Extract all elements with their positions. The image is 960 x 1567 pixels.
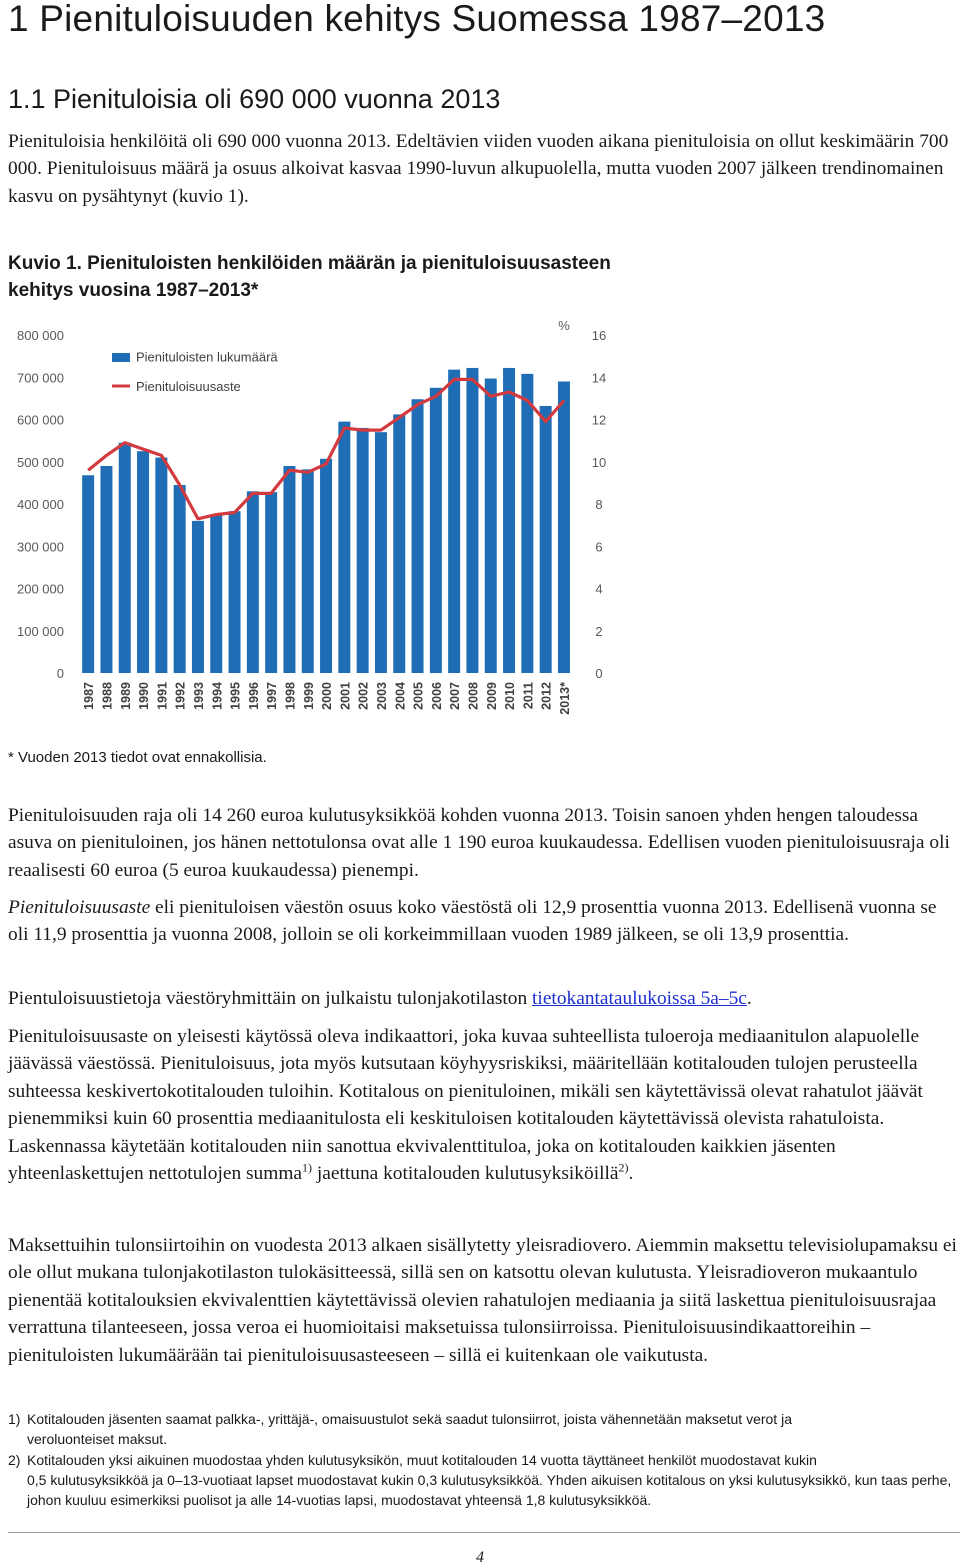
category-label: 2003 [374,682,389,710]
footnote-2 [8,1450,952,1510]
category-label: 2011 [521,682,536,710]
category-label: 1994 [210,682,225,710]
category-label: 1989 [118,682,133,710]
right-tick-label: 4 [595,581,603,597]
legend-line-label: Pienituloisuusaste [136,379,241,394]
right-tick-label: 12 [591,412,607,428]
category-label: 2004 [393,682,408,710]
footnote-ref-2: 2) [618,1160,629,1175]
right-tick-label: 6 [595,539,603,555]
bar [229,511,241,673]
paragraph-yle-tax: Maksettuihin tulonsiirtoihin on vuodesta 2013 alkaen sisällytetty yleisradiovero. Aiemmin maksettu televisiolupamaksu ei ole ollut mukana tulonjakotilaston tulokäsitteessä, sillä sen on katsottu olevan kulutusta. Yleisradioveron mukaantulo pienentää kotitalouksien ekvivalenttien käytettävissä olevien rahatulojen mediaania ja siitä laskettua pienituloisuusrajaa verrattuna tilanteeseen, jossa veroa ei huomioitaisi maksetuissa tulonsiirroissa. Pienituloisuusindikaattoreihin – pienituloisten lukumäärään tai pienituloisuusasteeseen – sillä ei kuitenkaan ole vaikutusta. [8,1235,957,1366]
bar [82,475,94,673]
term-rate: Pienituloisuusaste [8,897,151,918]
right-tick-label: 16 [591,328,607,343]
left-tick-label: 500 000 [17,454,64,470]
footnote-1 [8,1409,952,1449]
category-label: 1991 [155,682,170,710]
footnote-1-text: Kotitalouden jäsenten saamat palkka-, yrittäjä-, omaisuustulot sekä saadut tulonsiirrot, joista vähennetään maksetut verot ja [27,1411,792,1427]
paragraph-definition-text2: jaettuna kotitalouden kulutusyksiköillä [312,1163,619,1185]
left-axis-ticks [17,328,64,681]
figure-caption [8,250,611,304]
category-label: 2006 [429,682,444,710]
bar [155,458,167,673]
bar [466,368,478,673]
category-label: 1997 [265,682,280,710]
bar [503,368,515,673]
category-label: 1990 [137,682,152,710]
category-label: 1998 [283,682,298,710]
section-title: 1.1 Pienituloisia oli 690 000 vuonna 2013 [8,84,501,114]
bar [119,443,131,673]
bar [393,414,405,673]
category-label: 1992 [173,682,188,710]
bar [430,388,442,673]
bar [320,459,332,673]
bar [412,399,424,673]
right-axis-ticks [592,328,606,681]
left-tick-label: 400 000 [17,497,64,512]
bar [338,422,350,673]
category-label: 1987 [82,682,97,710]
legend [112,350,278,395]
left-tick-label: 100 000 [17,623,64,639]
category-label: 2010 [503,682,518,710]
right-tick-label: 10 [591,454,607,470]
bar [375,432,387,673]
footnote-1-number: 1) [8,1411,21,1427]
bar [357,428,369,673]
bar [521,374,533,673]
bar [137,451,149,673]
bar [265,492,277,673]
bar [100,466,112,673]
right-tick-label: 8 [595,497,603,512]
paragraph-tables [8,985,960,1012]
footer-divider [8,1532,960,1533]
bar [558,381,570,673]
figure-caption-line2: kehitys vuosina 1987–2013* [8,280,259,301]
category-label: 1993 [191,682,206,710]
right-tick-label: 0 [595,666,603,681]
left-tick-label: 200 000 [17,581,64,597]
bar [448,370,460,673]
footnote-2-text: Kotitalouden yksi aikuinen muodostaa yhden kulutusyksikön, muut kotitalouden 14 vuotta täyttäneet henkilöt muodostavat kukin [27,1452,817,1468]
left-tick-label: 600 000 [17,412,64,428]
chart [0,314,960,734]
bar [192,521,204,673]
bar [485,379,497,673]
category-labels [82,682,572,715]
paragraph-definition-text: Pienituloisuusaste on yleisesti käytössä oleva indikaattori, joka kuvaa suhteellista tuloeroja mediaanitulon alapuolelle jäävässä väestössä. Pienituloisuus, jota myös kutsutaan köyhyysriskiksi, määritellään kotitalouden tulojen perusteella suhteessa keskivertokotitalouden tuloihin. Kotitalous on pienituloinen, mikäli sen käytettävissä olevat rahatulot jäävät pienemmiksi kuin 60 prosenttia mediaanitulosta eli keskituloisen kotitalouden käytettävissä olevista rahatuloista. Laskennassa käytetään kotitalouden niin sanottua ekvivalenttituloa, joka on kotitalouden kaikkien jäsenten yhteenlaskettujen nettotulojen summa [8,1026,923,1185]
left-tick-label: 700 000 [17,370,64,386]
bar [283,466,295,673]
paragraph-tables-text: Pientuloisuustietoja väestöryhmittäin on julkaistu tulonjakotilaston [8,988,533,1009]
category-label: 1999 [301,682,316,710]
left-tick-label: 300 000 [17,539,64,555]
right-axis-unit: % [558,318,570,333]
paragraph-rate [8,894,960,949]
right-tick-label: 14 [591,370,607,386]
bar [210,515,222,673]
category-label: 1988 [100,682,115,710]
bar [302,469,314,673]
bar [540,406,552,673]
left-tick-label: 800 000 [17,328,64,343]
category-label: 2000 [320,682,335,710]
page-number: 4 [476,1549,484,1566]
legend-bar-swatch [112,353,130,362]
bar [247,491,259,673]
category-label: 2005 [411,682,426,710]
bar [174,485,186,673]
figure-caption-line1: Kuvio 1. Pienituloisten henkilöiden määrän ja pienituloisuusasteen [8,253,611,274]
paragraph-definition-end: . [628,1163,634,1185]
category-label: 2008 [466,682,481,710]
category-label: 2007 [448,682,463,710]
paragraph-tables-end: . [746,988,752,1009]
bar-series [82,368,570,673]
footnote-1-cont: veroluonteiset maksut. [27,1431,168,1447]
right-tick-label: 2 [595,623,603,639]
category-label: 1995 [228,682,243,710]
intro-paragraph: Pienituloisia henkilöitä oli 690 000 vuonna 2013. Edeltävien viiden vuoden aikana pienituloisia on ollut keskimäärin 700 000. Pienituloisuus määrä ja osuus alkoivat kasvaa 1990-luvun alkupuolella, mutta vuoden 2007 jälkeen trendinomainen kasvu on pysähtynyt (kuvio 1). [8,131,949,207]
category-label: 1996 [246,682,261,710]
paragraph-poverty-line: Pienituloisuuden raja oli 14 260 euroa kulutusyksikköä kohden vuonna 2013. Toisin sanoen yhden hengen taloudessa asuva on pienituloinen, jos hänen nettotulonsa ovat alle 1 190 euroa kuukaudessa. Edellisen vuoden pienituloisuusraja oli reaalisesti 60 euroa (5 euroa kuukaudessa) pienempi. [8,805,950,881]
category-label: 2009 [484,682,499,710]
legend-bar-label: Pienituloisten lukumäärä [136,349,278,365]
left-tick-label: 0 [56,666,64,681]
category-label: 2001 [338,682,353,710]
category-label: 2013* [557,682,572,715]
tables-link[interactable]: tietokantataulukoissa 5a–5c [532,988,747,1009]
category-label: 2002 [356,682,371,710]
paragraph-rate-text: eli pienituloisen väestön osuus koko väestöstä oli 12,9 prosenttia vuonna 2013. Edellisenä vuonna se oli 11,9 prosenttia ja vuonna 2008, jolloin se oli korkeimmillaan vuoden 1989 jälkeen, se oli 13,9 prosenttia. [8,897,937,946]
page-title: 1 Pienituloisuuden kehitys Suomessa 1987–2013 [8,0,826,39]
footnote-2-number: 2) [8,1452,21,1468]
paragraph-definition [8,1023,960,1187]
category-label: 2012 [539,682,554,710]
footnote-ref-1: 1) [302,1160,313,1175]
footnote-2-cont: 0,5 kulutusyksikköä ja 0–13-vuotiaat lapset muodostavat kukin 0,3 kulutusyksikköä. Yhden aikuisen kotitalous on yksi kulutusyksikkö, kun taas perhe, johon kuuluu esimerkiksi puolisot ja alle 14-vuotias lapsi, muodostavat yhteensä 1,8 kulutusyksikköä. [27,1472,952,1508]
figure-note: * Vuoden 2013 tiedot ovat ennakollisia. [8,749,267,766]
